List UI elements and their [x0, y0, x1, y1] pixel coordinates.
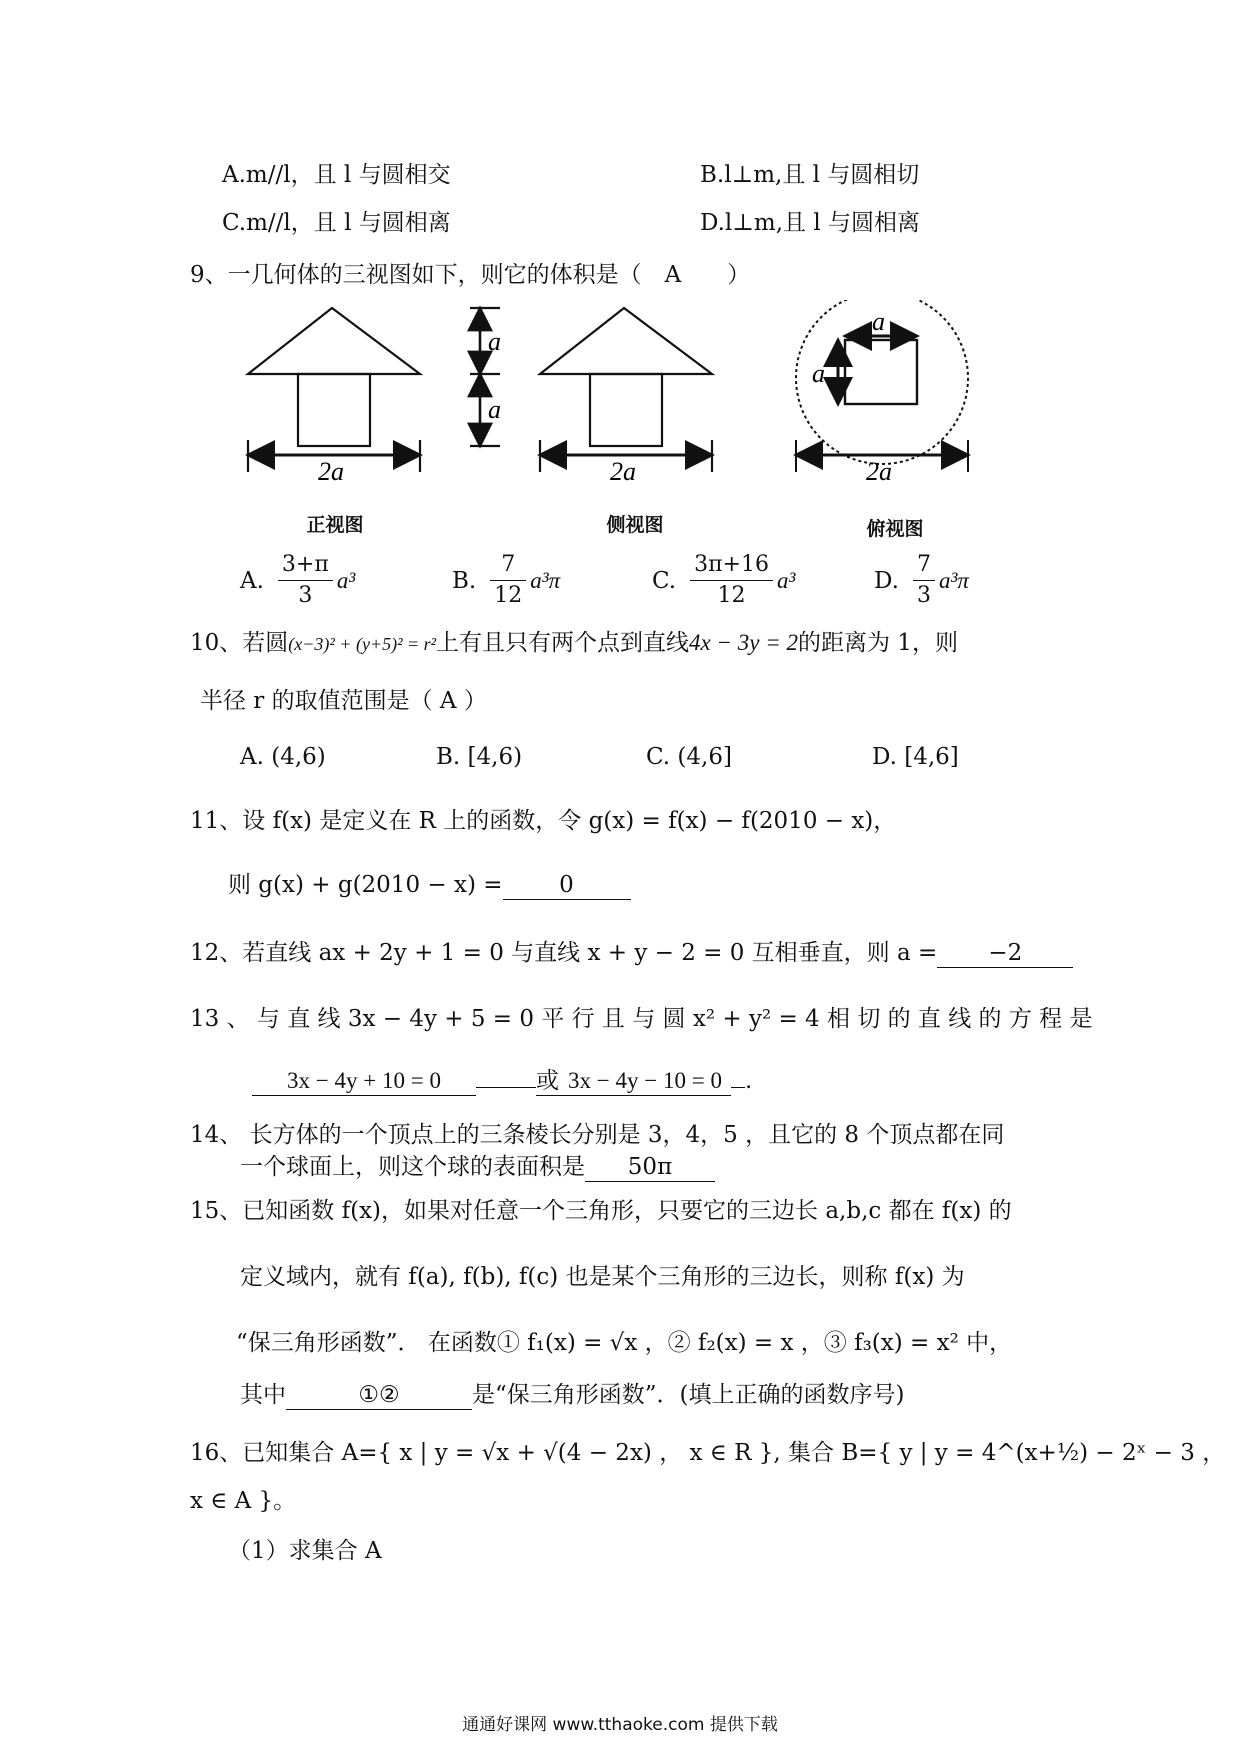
height-label-bottom: a	[488, 395, 501, 424]
q13-line2: 3x − 4y + 10 = 0 或 3x − 4y − 10 = 0 .	[252, 1066, 752, 1096]
q14-line1: 14、 长方体的一个顶点上的三条棱长分别是 3，4，5 ，且它的 8 个顶点都在同	[190, 1122, 1005, 1148]
side-view-width-label: 2a	[610, 457, 636, 486]
q8-option-a: A.m//l，且 l 与圆相交	[222, 162, 451, 188]
q15-answer: ①②	[286, 1381, 472, 1410]
q13-answer-2: 3x − 4y − 10 = 0	[559, 1067, 731, 1096]
q16-line1: 16、已知集合 A={ x | y = √x + √(4 − 2x) ， x ∈ R }, 集合 B={ y | y = 4^(x+½) − 2ˣ − 3 ，	[190, 1440, 1226, 1466]
q15-line3: “保三角形函数”． 在函数① f₁(x) = √x ，② f₂(x) = x ，③ f₃(x) = x² 中，	[236, 1330, 1013, 1356]
q10-line1: 10、若圆(x−3)² + (y+5)² = r²上有且只有两个点到直线4x − 3y = 2的距离为 1，则	[190, 630, 958, 656]
q11-answer: 0	[503, 871, 631, 900]
q15-line2: 定义域内，就有 f(a), f(b), f(c) 也是某个三角形的三边长，则称 f(x) 为	[240, 1264, 965, 1290]
q13-answer-1: 3x − 4y + 10 = 0	[252, 1067, 476, 1096]
height-label-top: a	[488, 327, 501, 356]
q10-option-d: D. [4,6]	[872, 744, 959, 770]
q10-line2: 半径 r 的取值范围是（ A ）	[200, 688, 487, 714]
caption-side-view: 侧视图	[606, 514, 664, 536]
caption-top-view: 俯视图	[866, 518, 924, 540]
q13-line1: 13 、 与 直 线 3x − 4y + 5 = 0 平 行 且 与 圆 x² + y² = 4 相 切 的 直 线 的 方 程 是	[190, 1006, 1093, 1032]
q14-answer: 50π	[585, 1153, 715, 1182]
front-view-width-label: 2a	[318, 457, 344, 486]
q15-line4: 其中 ①② 是“保三角形函数”．(填上正确的函数序号)	[240, 1382, 905, 1408]
q16-line2: x ∈ A }。	[190, 1488, 297, 1514]
side-view	[540, 308, 712, 472]
caption-front-view: 正视图	[306, 514, 364, 536]
q16-part1: （1）求集合 A	[228, 1538, 382, 1564]
q12-line: 12、若直线 ax + 2y + 1 = 0 与直线 x + y − 2 = 0 互相垂直，则 a = −2	[190, 938, 1073, 968]
top-view-width-label: a	[872, 307, 885, 336]
q9-option-a: A. $\frac{3+\pi}{3}$ a³	[240, 552, 356, 608]
q12-answer: −2	[937, 939, 1073, 968]
q8-option-c: C.m//l，且 l 与圆相离	[222, 210, 451, 236]
q11-line1: 11、设 f(x) 是定义在 R 上的函数，令 g(x) = f(x) − f(2010 − x)，	[190, 808, 897, 834]
q9-stem: 9、一几何体的三视图如下，则它的体积是（ A ）	[190, 262, 751, 288]
q14-line2: 一个球面上，则这个球的表面积是 50π	[240, 1152, 715, 1182]
q9-option-d: D. $\frac{7}{3}$ a³π	[874, 552, 969, 608]
q10-option-b: B. [4,6)	[436, 744, 523, 770]
q15-line1: 15、已知函数 f(x)，如果对任意一个三角形，只要它的三边长 a,b,c 都在 f(x) 的	[190, 1198, 1012, 1224]
front-view	[248, 308, 420, 472]
q10-option-a: A. (4,6)	[240, 744, 326, 770]
q10-option-c: C. (4,6]	[646, 744, 732, 770]
q9-option-c: C. $\frac{3\pi+16}{12}$ a³	[652, 552, 796, 608]
top-view-diameter-label: 2a	[866, 457, 892, 486]
top-view-depth-label: a	[812, 359, 825, 388]
q8-option-d: D.l⊥m,且 l 与圆相离	[700, 210, 921, 236]
q11-line2: 则 g(x) + g(2010 − x) = 0	[228, 870, 631, 900]
page-footer: 通通好课网 www.tthaoke.com 提供下载	[462, 1715, 778, 1735]
q8-option-b: B.l⊥m,且 l 与圆相切	[700, 162, 920, 188]
q9-option-b: B. $\frac{7}{12}$ a³π	[452, 552, 561, 608]
